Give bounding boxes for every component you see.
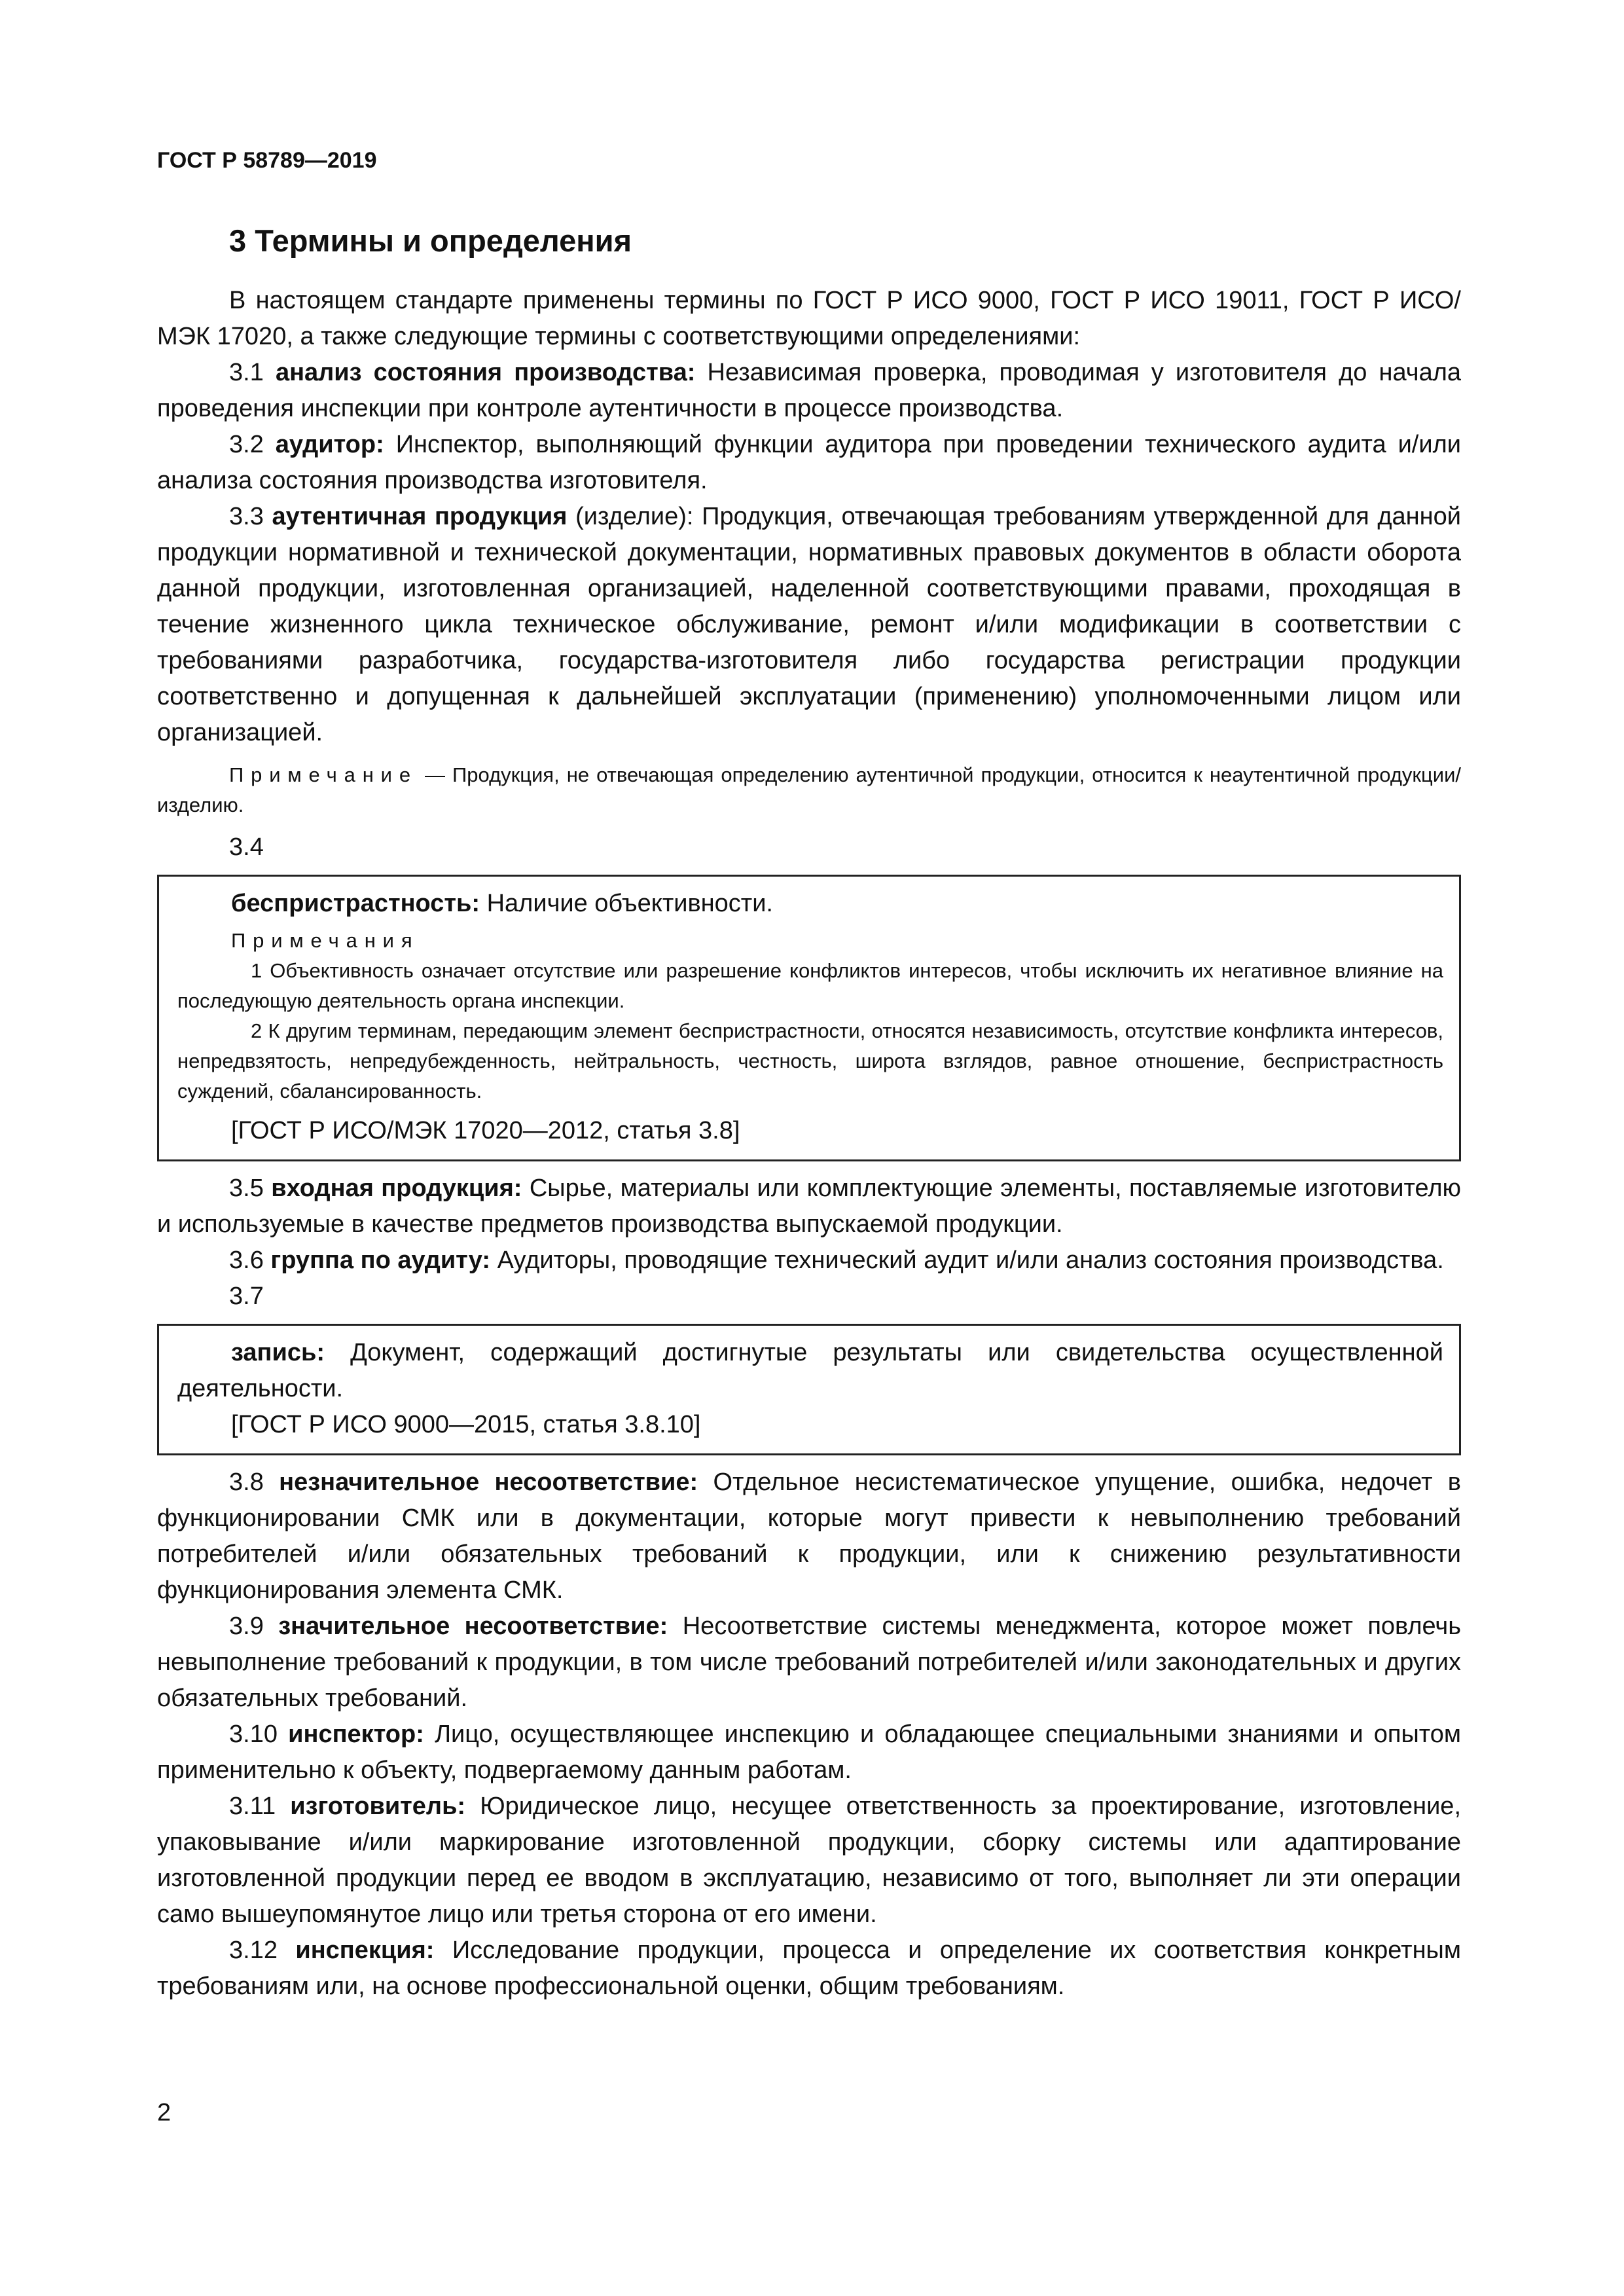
document-header: ГОСТ Р 58789—2019 xyxy=(157,148,377,173)
term-name: входная продукция: xyxy=(271,1175,522,1202)
term-name: инспекция: xyxy=(295,1937,435,1964)
section-title: 3 Термины и определения xyxy=(229,223,632,258)
note-label: Примечание xyxy=(229,763,418,786)
term-number: 3.8 xyxy=(229,1468,264,1496)
term-3-4-number: 3.4 xyxy=(229,833,264,861)
term-definition: Независимая проверка, проводимая у изготовителя до начала проведения инспекции при контроле аутентичности в процессе производства. xyxy=(157,359,1462,422)
term-3-7-box xyxy=(157,1324,1461,1455)
term-definition: Юридическое лицо, несущее ответственность за проектирование, изготовление, упаковывание и/или маркирование изготовленной продукции, сборку системы или адаптирование изготовленной продукции перед ее вводом в эксплуатацию, независимо от того, выполняет ли эти операции само вышеупомянутое лицо или третья сторона от его имени. xyxy=(157,1793,1461,1928)
term-definition: Отдельное несистематическое упущение, ошибка, недочет в функционировании СМК или в документации, которые могут привести к невыполнению требований потребителей и/или обязательных требований к продукции, или к снижению результативности функционирования элемента СМК. xyxy=(157,1468,1461,1604)
term-number: 3.3 xyxy=(229,503,264,530)
term-name: аутентичная продукция xyxy=(272,503,568,530)
term-name: аудитор: xyxy=(275,431,384,458)
term-name: инспектор: xyxy=(288,1721,424,1748)
term-reference: [ГОСТ Р ИСО/МЭК 17020—2012, статья 3.8] xyxy=(231,1117,740,1144)
term-3-3 xyxy=(157,499,1461,751)
note-2: 2 К другим терминам, передающим элемент беспристрастности, относятся независимость, отсутствие конфликта интересов, непредвзятость, непредубежденность, нейтральность, честность, широта взглядов, равное отношение, беспристрастность суждений, сбалансированность. xyxy=(177,1019,1443,1102)
term-definition: Аудиторы, проводящие технический аудит и/или анализ состояния производства. xyxy=(497,1247,1444,1274)
term-3-6 xyxy=(157,1243,1461,1279)
term-name: запись: xyxy=(231,1339,325,1366)
term-3-7 xyxy=(177,1335,1443,1407)
term-3-11 xyxy=(157,1789,1461,1933)
term-number: 3.12 xyxy=(229,1937,278,1964)
notes-title: Примечания xyxy=(231,929,420,952)
term-3-7-number: 3.7 xyxy=(229,1283,264,1310)
term-definition: Несоответствие системы менеджмента, которое может повлечь невыполнение требований к продукции, в том числе требований потребителей и/или законодательных и других обязательных требований. xyxy=(157,1613,1461,1712)
term-3-2 xyxy=(157,427,1461,499)
term-definition: Продукция, отвечающая требованиям утвержденной для данной продукции нормативной и технической документации, нормативных правовых документов в области оборота данной продукции, изготовленная организацией, наделенной соответствующими правами, проходящая в течение жизненного цикла техническое обслуживание, ремонт и/или модификации в соответствии с требованиями разработчика, государства-изготовителя либо государства регистрации продукции соответственно и допущенная к дальнейшей эксплуатации (применению) уполномоченными лицом или организацией. xyxy=(157,503,1462,746)
note-1: 1 Объективность означает отсутствие или разрешение конфликтов интересов, чтобы исключить их негативное влияние на последующую деятельность органа инспекции. xyxy=(177,959,1443,1012)
term-definition: Инспектор, выполняющий функции аудитора при проведении технического аудита и/или анализа состояния производства изготовителя. xyxy=(157,431,1461,494)
term-3-9 xyxy=(157,1609,1461,1717)
term-number: 3.5 xyxy=(229,1175,264,1202)
term-number: 3.1 xyxy=(229,359,264,386)
term-3-8 xyxy=(157,1465,1461,1609)
term-number: 3.11 xyxy=(229,1793,276,1820)
term-qualifier: (изделие): xyxy=(575,503,694,530)
term-3-4 xyxy=(177,886,1443,922)
term-3-1 xyxy=(157,355,1461,427)
term-3-12 xyxy=(157,1933,1461,2005)
page-number: 2 xyxy=(157,2099,171,2126)
term-definition: Документ, содержащий достигнутые результаты или свидетельства осуществленной деятельности. xyxy=(177,1339,1443,1402)
document-body xyxy=(157,283,1461,2005)
term-name: беспристрастность: xyxy=(231,890,480,917)
term-number: 3.10 xyxy=(229,1721,278,1748)
term-definition: Лицо, осуществляющее инспекцию и обладающее специальными знаниями и опытом применительно к объекту, подвергаемому данным работам. xyxy=(157,1721,1462,1784)
term-number: 3.2 xyxy=(229,431,264,458)
term-number: 3.6 xyxy=(229,1247,264,1274)
term-3-4-box xyxy=(157,875,1461,1161)
intro-paragraph: В настоящем стандарте применены термины по ГОСТ Р ИСО 9000, ГОСТ Р ИСО 19011, ГОСТ Р ИСО/МЭК 17020, а также следующие термины с соответствующими определениями: xyxy=(157,287,1461,350)
note-text: — Продукция, не отвечающая определению аутентичной продукции, относится к неаутентичной продукции/изделию. xyxy=(157,763,1461,816)
term-name: группа по аудиту: xyxy=(270,1247,491,1274)
term-number: 3.9 xyxy=(229,1613,264,1640)
term-3-5 xyxy=(157,1171,1461,1243)
term-definition: Сырье, материалы или комплектующие элементы, поставляемые изготовителю и используемые в качестве предметов производства выпускаемой продукции. xyxy=(157,1175,1462,1238)
term-reference: [ГОСТ Р ИСО 9000—2015, статья 3.8.10] xyxy=(231,1411,701,1438)
term-name: изготовитель: xyxy=(290,1793,466,1820)
term-definition: Наличие объективности. xyxy=(486,890,773,917)
term-definition: Исследование продукции, процесса и определение их соответствия конкретным требованиям или, на основе профессиональной оценки, общим требованиям. xyxy=(157,1937,1461,2000)
note-3-3 xyxy=(157,760,1461,820)
term-name: значительное несоответствие: xyxy=(278,1613,668,1640)
term-name: анализ состояния производства: xyxy=(275,359,696,386)
term-3-10 xyxy=(157,1717,1461,1789)
term-name: незначительное несоответствие: xyxy=(279,1468,698,1496)
